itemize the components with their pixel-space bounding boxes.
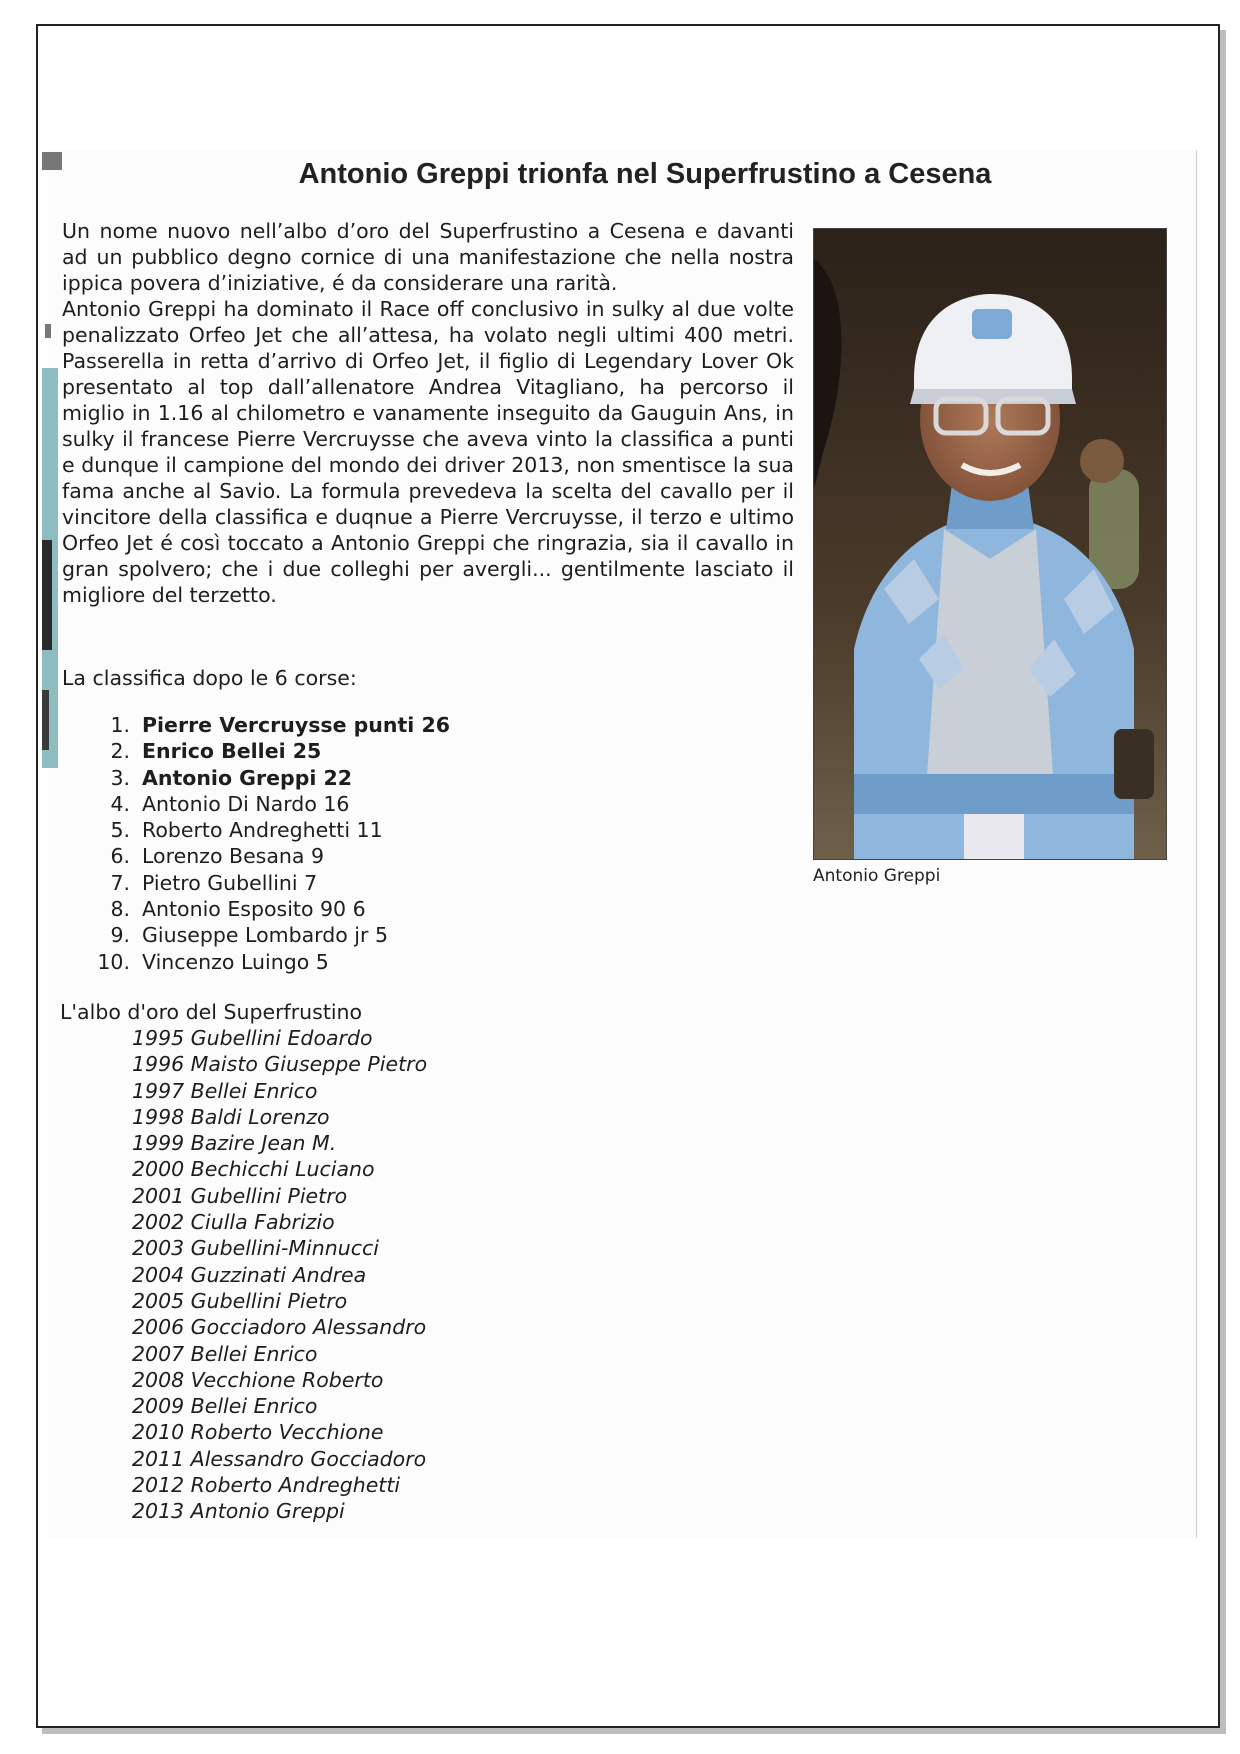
ranking-text: Enrico Bellei 25 xyxy=(142,739,322,764)
albo-item: 1996 Maisto Giuseppe Pietro xyxy=(132,1052,428,1077)
ranking-number: 8. xyxy=(110,897,130,922)
ranking-text: Pierre Vercruysse punti 26 xyxy=(142,713,450,737)
driver-portrait-icon xyxy=(814,229,1166,859)
albo-item: 2003 Gubellini-Minnucci xyxy=(132,1236,379,1261)
article-body xyxy=(62,218,794,608)
albo-item: 1995 Gubellini Edoardo xyxy=(132,1026,373,1050)
ranking-item xyxy=(70,791,450,817)
ranking-title: La classifica dopo le 6 corse: xyxy=(62,666,357,690)
albo-item: 2010 Roberto Vecchione xyxy=(132,1420,384,1445)
ranking-number: 3. xyxy=(110,765,130,790)
scan-margin-shadow xyxy=(42,540,52,650)
ranking-item xyxy=(70,712,450,738)
photo-caption: Antonio Greppi xyxy=(813,866,941,886)
ranking-item xyxy=(70,922,450,948)
ranking-number: 5. xyxy=(110,818,130,843)
ranking-number: 10. xyxy=(97,949,130,974)
article-headline: Antonio Greppi trionfa nel Superfrustino a Cesena xyxy=(298,158,992,190)
albo-item: 2012 Roberto Andreghetti xyxy=(132,1473,401,1498)
ranking-item xyxy=(70,765,450,791)
albo-item: 2002 Ciulla Fabrizio xyxy=(132,1210,335,1235)
albo-item: 2009 Bellei Enrico xyxy=(132,1394,318,1419)
ranking-text: Antonio Di Nardo 16 xyxy=(142,791,350,816)
albo-item: 2006 Gocciadoro Alessandro xyxy=(132,1315,427,1340)
albo-item: 2013 Antonio Greppi xyxy=(132,1499,345,1524)
ranking-number: 7. xyxy=(110,870,130,895)
ranking-number: 9. xyxy=(110,923,130,948)
body-paragraph: Un nome nuovo nell’albo d’oro del Superfrustino a Cesena e davanti ad un pubblico degno cornice di una manifestazione che nella nostra ippica povera d’iniziative, é da considerare una rarità. xyxy=(62,219,794,295)
albo-item: 1997 Bellei Enrico xyxy=(132,1078,318,1103)
ranking-text: Lorenzo Besana 9 xyxy=(142,844,325,869)
driver-photo xyxy=(813,228,1167,860)
scan-mark xyxy=(42,152,62,170)
albo-item: 2007 Bellei Enrico xyxy=(132,1341,318,1366)
albo-list xyxy=(132,1025,427,1525)
albo-item: 2008 Vecchione Roberto xyxy=(132,1367,384,1392)
scan-mark-dot xyxy=(45,324,51,338)
ranking-item xyxy=(70,843,450,869)
ranking-number: 1. xyxy=(110,713,130,737)
ranking-item xyxy=(70,896,450,922)
scan-margin-shadow-lower xyxy=(42,690,49,750)
ranking-text: Giuseppe Lombardo jr 5 xyxy=(142,923,388,948)
scan-edge-rule xyxy=(1196,150,1197,1538)
ranking-item xyxy=(70,738,450,764)
ranking-text: Roberto Andreghetti 11 xyxy=(142,818,383,843)
albo-item: 2004 Guzzinati Andrea xyxy=(132,1262,367,1287)
albo-item: 2005 Gubellini Pietro xyxy=(132,1288,348,1313)
ranking-text: Pietro Gubellini 7 xyxy=(142,870,318,895)
ranking-item xyxy=(70,817,450,843)
albo-item: 1999 Bazire Jean M. xyxy=(132,1131,337,1156)
ranking-list xyxy=(70,712,450,975)
ranking-number: 4. xyxy=(110,791,130,816)
albo-item: 2011 Alessandro Gocciadoro xyxy=(132,1446,427,1471)
ranking-text: Antonio Greppi 22 xyxy=(142,765,353,790)
body-paragraph: Antonio Greppi ha dominato il Race off conclusivo in sulky al due volte penalizzato Orfeo Jet che all’attesa, ha volato negli ultimi 400 metri. Passerella in retta d’arrivo di Orfeo Jet, il figlio di Legendary Lover Ok presentato al top dall’allenatore Andrea Vitagliano, ha percorso il miglio in 1.16 al chilometro e vanamente inseguito da Gauguin Ans, in sulky il francese Pierre Vercruysse che aveva vinto la classifica a punti e dunque il campione del mondo dei driver 2013, non smentisce la sua fama anche al Savio. La formula prevedeva la scelta del cavallo per il vincitore della classifica e duqnue a Pierre Vercruysse, il terzo e ultimo Orfeo Jet é così toccato a Antonio Greppi che ringrazia, sia il cavallo in gran spolvero; che i due colleghi per avergli... gentilmente lasciato il migliore del terzetto. xyxy=(62,297,794,607)
ranking-number: 2. xyxy=(110,739,130,764)
ranking-item xyxy=(70,870,450,896)
ranking-text: Vincenzo Luingo 5 xyxy=(142,949,329,974)
albo-item: 2001 Gubellini Pietro xyxy=(132,1183,348,1208)
ranking-item xyxy=(70,949,450,975)
albo-title: L'albo d'oro del Superfrustino xyxy=(60,1000,363,1024)
ranking-text: Antonio Esposito 90 6 xyxy=(142,897,366,922)
albo-item: 2000 Bechicchi Luciano xyxy=(132,1157,375,1182)
albo-item: 1998 Baldi Lorenzo xyxy=(132,1104,330,1129)
ranking-number: 6. xyxy=(110,844,130,869)
